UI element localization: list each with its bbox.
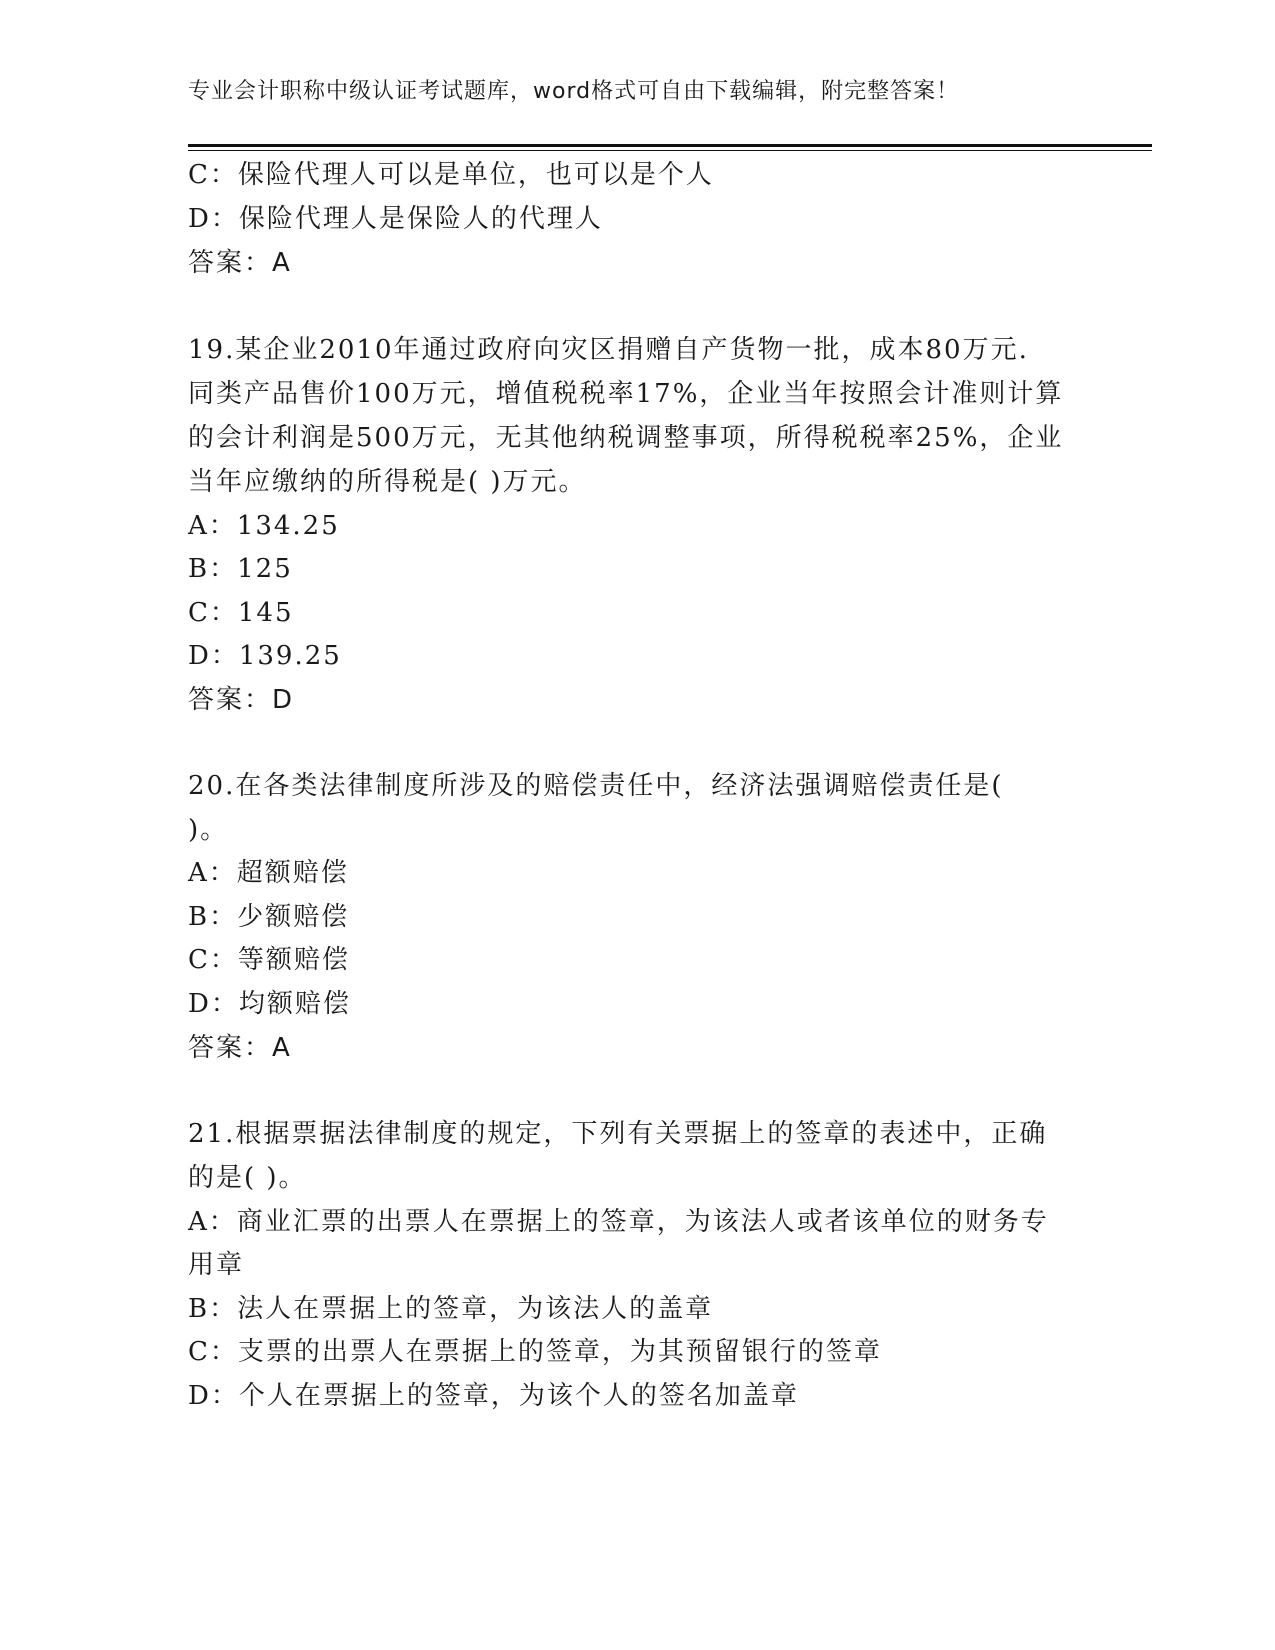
q20-option-c: C：等额赔偿 xyxy=(188,945,350,975)
header-rule-thin xyxy=(188,150,1152,151)
q21-option-d: D：个人在票据上的签章，为该个人的签名加盖章 xyxy=(188,1381,799,1411)
q19-option-d: D：139.25 xyxy=(188,641,342,671)
q19-option-a: A：134.25 xyxy=(188,511,340,541)
q19-option-c: C：145 xyxy=(188,598,294,628)
q21-option-b: B：法人在票据上的签章，为该法人的盖章 xyxy=(188,1294,714,1324)
q21-option-a-line-2: 用章 xyxy=(188,1250,245,1280)
page-header: 专业会计职称中级认证考试题库，word格式可自由下载编辑，附完整答案！ xyxy=(188,79,960,104)
q19-option-b: B：125 xyxy=(188,554,293,584)
q20-answer: 答案：A xyxy=(188,1033,292,1063)
q21-option-c: C：支票的出票人在票据上的签章，为其预留银行的签章 xyxy=(188,1337,882,1367)
q19-stem-line-2: 同类产品售价100万元，增值税税率17%，企业当年按照会计准则计算 xyxy=(188,379,1064,409)
q19-answer: 答案：D xyxy=(188,685,295,715)
q20-option-a: A：超额赔偿 xyxy=(188,858,349,888)
q19-stem-line-3: 的会计利润是500万元，无其他纳税调整事项，所得税税率25%，企业 xyxy=(188,423,1064,453)
q20-option-b: B：少额赔偿 xyxy=(188,902,350,932)
q21-option-a-line-1: A：商业汇票的出票人在票据上的签章，为该法人或者该单位的财务专 xyxy=(188,1207,1049,1237)
q20-option-d: D：均额赔偿 xyxy=(188,989,351,1019)
q19-stem-line-4: 当年应缴纳的所得税是( )万元。 xyxy=(188,467,587,497)
q18-option-d: D：保险代理人是保险人的代理人 xyxy=(188,204,603,234)
q19-stem-line-1: 19.某企业2010年通过政府向灾区捐赠自产货物一批，成本80万元. xyxy=(188,335,1029,365)
q20-stem-line-1: 20.在各类法律制度所涉及的赔偿责任中，经济法强调赔偿责任是( xyxy=(188,771,1004,801)
q21-stem-line-1: 21.根据票据法律制度的规定，下列有关票据上的签章的表述中，正确 xyxy=(188,1119,1048,1149)
q21-stem-line-2: 的是( )。 xyxy=(188,1163,307,1193)
q18-option-c: C：保险代理人可以是单位，也可以是个人 xyxy=(188,160,714,190)
q20-stem-line-2: )。 xyxy=(188,815,229,845)
header-rule-thick xyxy=(188,144,1152,147)
q18-answer: 答案：A xyxy=(188,248,292,278)
